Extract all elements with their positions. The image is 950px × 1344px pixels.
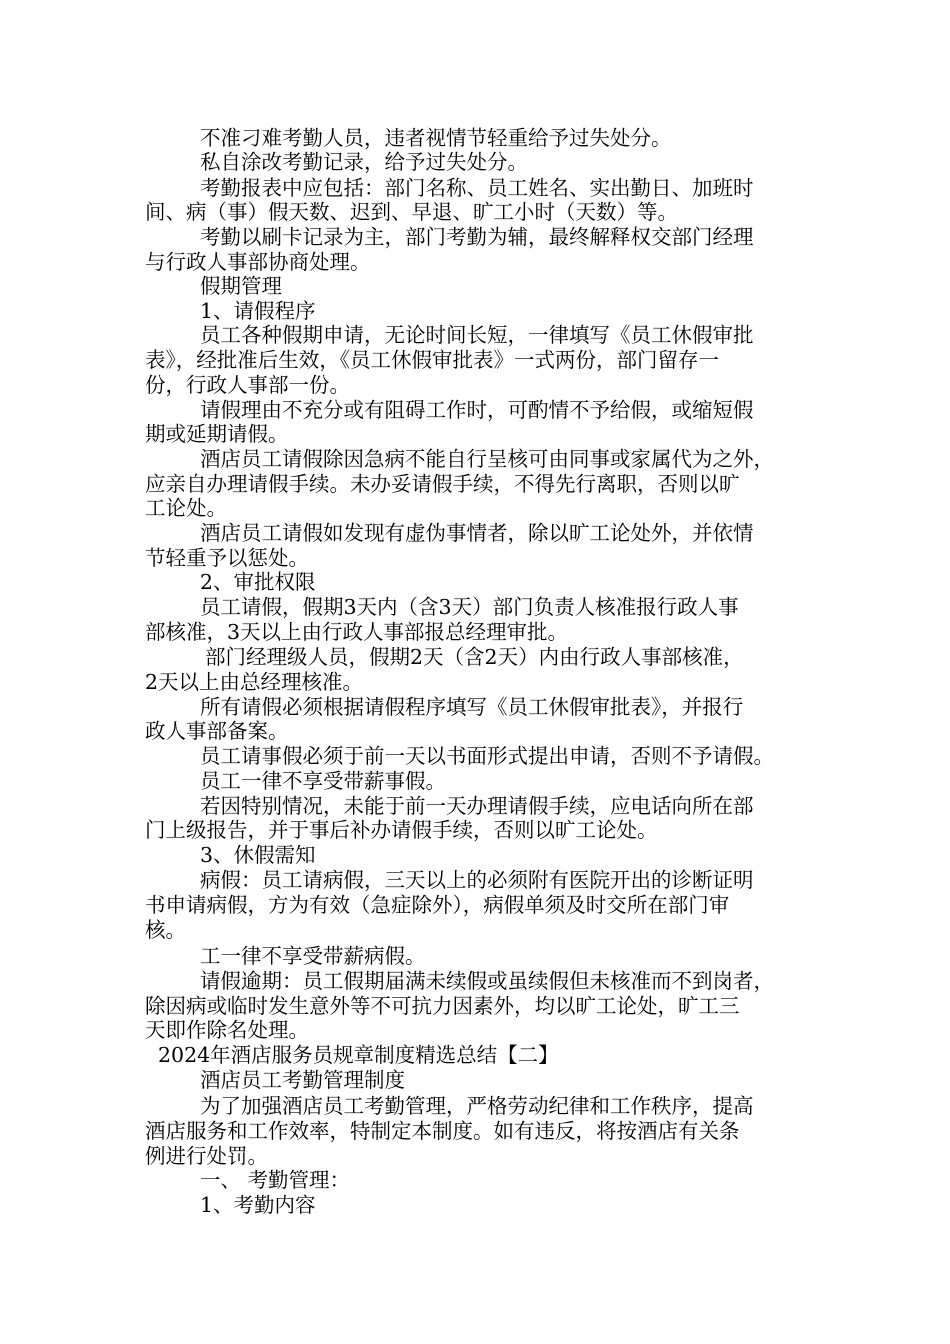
paragraph-line: 节轻重予以惩处。 bbox=[145, 546, 309, 570]
paragraph-line: 书申请病假，方为有效（急症除外），病假单须及时交所在部门审 bbox=[145, 893, 730, 917]
paragraph-line: 表》，经批准后生效，《员工休假审批表》一式两份，部门留存一 bbox=[145, 348, 719, 372]
paragraph-line: 请假逾期：员工假期届满未续假或虽续假但未核准而不到岗者， bbox=[200, 969, 774, 993]
paragraph-line: 酒店员工请假如发现有虚伪事情者，除以旷工论处外，并依情 bbox=[200, 521, 754, 545]
paragraph-line: 天即作除名处理。 bbox=[145, 1018, 309, 1042]
paragraph-line: 应亲自办理请假手续。未办妥请假手续，不得先行离职，否则以旷 bbox=[145, 472, 740, 496]
paragraph-line: 与行政人事部协商处理。 bbox=[145, 250, 371, 274]
paragraph-line: 员工一律不享受带薪事假。 bbox=[200, 769, 446, 793]
paragraph-line: 份，行政人事部一份。 bbox=[145, 373, 350, 397]
paragraph-line: 工一律不享受带薪病假。 bbox=[200, 944, 426, 968]
paragraph-line: 考勤报表中应包括：部门名称、员工姓名、实出勤日、加班时 bbox=[200, 176, 754, 200]
paragraph-line: 间、病（事）假天数、迟到、早退、旷工小时（天数）等。 bbox=[145, 200, 678, 224]
paragraph-line: 病假：员工请病假，三天以上的必须附有医院开出的诊断证明 bbox=[200, 868, 754, 892]
paragraph-line: 部门经理级人员，假期2天（含2天）内由行政人事部核准， bbox=[205, 645, 744, 669]
paragraph-line: 核。 bbox=[145, 918, 186, 942]
document-heading: 2024年酒店服务员规章制度精选总结【二】 bbox=[158, 1043, 559, 1067]
section-heading: 2、审批权限 bbox=[200, 570, 316, 594]
paragraph-line: 除因病或临时发生意外等不可抗力因素外，均以旷工论处，旷工三 bbox=[145, 994, 740, 1018]
paragraph-line: 2天以上由总经理核准。 bbox=[145, 670, 364, 694]
paragraph-line: 员工各种假期申请，无论时间长短，一律填写《员工休假审批 bbox=[200, 323, 754, 347]
section-heading: 1、考勤内容 bbox=[200, 1193, 316, 1217]
paragraph-line: 员工请假，假期3天内（含3天）部门负责人核准报行政人事 bbox=[200, 595, 739, 619]
paragraph-line: 私自涂改考勤记录，给予过失处分。 bbox=[200, 150, 528, 174]
paragraph-line: 酒店服务和工作效率，特制定本制度。如有违反，将按酒店有关条 bbox=[145, 1119, 740, 1143]
paragraph-line: 所有请假必须根据请假程序填写《员工休假审批表》，并报行 bbox=[200, 695, 744, 719]
paragraph-line: 请假理由不充分或有阻碍工作时，可酌情不予给假，或缩短假 bbox=[200, 398, 754, 422]
paragraph-line: 员工请事假必须于前一天以书面形式提出申请，否则不予请假。 bbox=[200, 744, 774, 768]
paragraph-line: 门上级报告，并于事后补办请假手续，否则以旷工论处。 bbox=[145, 818, 658, 842]
paragraph-line: 例进行处罚。 bbox=[145, 1144, 268, 1168]
section-heading: 假期管理 bbox=[200, 274, 282, 298]
paragraph-line: 不准刁难考勤人员，违者视情节轻重给予过失处分。 bbox=[200, 126, 672, 150]
section-heading: 1、请假程序 bbox=[200, 299, 316, 323]
paragraph-line: 若因特别情况，未能于前一天办理请假手续，应电话向所在部 bbox=[200, 794, 754, 818]
paragraph-line: 酒店员工请假除因急病不能自行呈核可由同事或家属代为之外， bbox=[200, 447, 774, 471]
section-heading: 一、 考勤管理： bbox=[200, 1168, 351, 1192]
section-heading: 酒店员工考勤管理制度 bbox=[200, 1068, 405, 1092]
paragraph-line: 期或延期请假。 bbox=[145, 422, 289, 446]
section-heading: 3、休假需知 bbox=[200, 843, 316, 867]
paragraph-line: 为了加强酒店员工考勤管理，严格劳动纪律和工作秩序，提高 bbox=[200, 1094, 754, 1118]
paragraph-line: 工论处。 bbox=[145, 496, 227, 520]
paragraph-line: 部核准，3天以上由行政人事部报总经理审批。 bbox=[145, 620, 569, 644]
paragraph-line: 政人事部备案。 bbox=[145, 719, 289, 743]
paragraph-line: 考勤以刷卡记录为主，部门考勤为辅，最终解释权交部门经理 bbox=[200, 225, 754, 249]
